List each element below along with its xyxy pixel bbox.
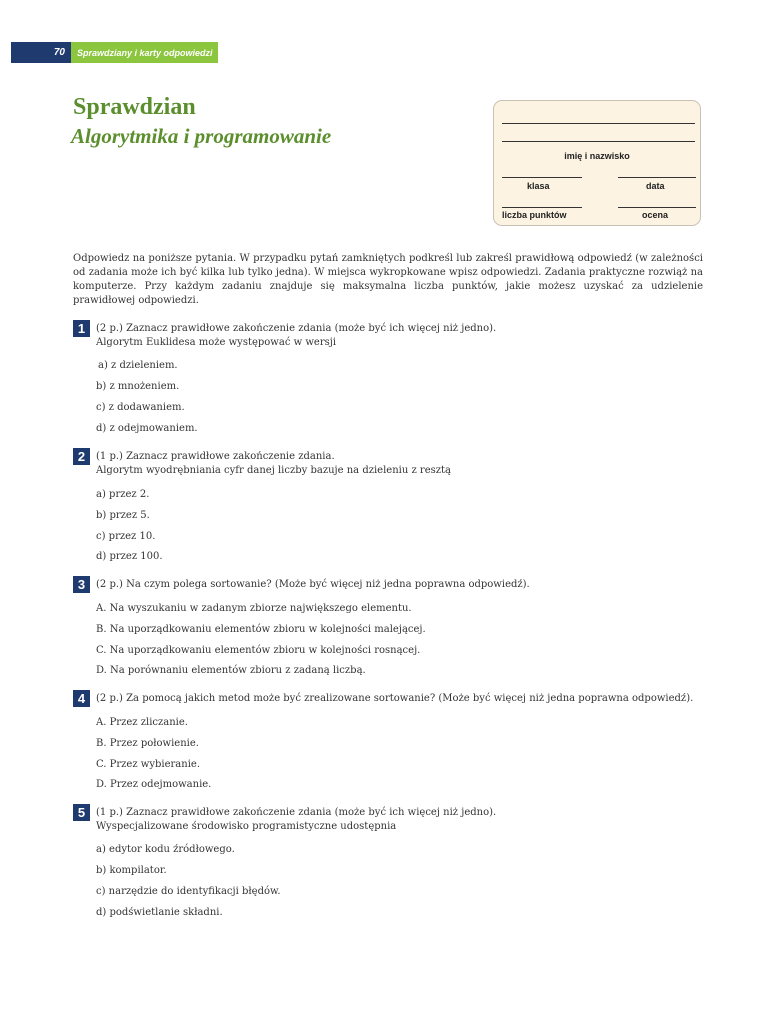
student-info-box	[493, 100, 701, 226]
grade-line[interactable]	[618, 207, 696, 208]
option[interactable]: D. Przez odejmowanie.	[96, 779, 212, 790]
question-text	[96, 806, 496, 834]
option[interactable]: A. Na wyszukaniu w zadanym zbiorze największego elementu.	[96, 603, 412, 614]
class-label: klasa	[527, 181, 550, 191]
question-instruction: (1 p.) Zaznacz prawidłowe zakończenie zdania (może być ich więcej niż jedno).	[96, 807, 497, 818]
class-line[interactable]	[502, 177, 582, 178]
option[interactable]: B. Na uporządkowaniu elementów zbioru w kolejności malejącej.	[96, 624, 426, 635]
page-header	[11, 42, 218, 63]
option[interactable]: c) z dodawaniem.	[96, 402, 185, 413]
question-stem: Wyspecjalizowane środowisko programistyczne udostępnia	[96, 821, 397, 832]
question-text	[96, 692, 693, 706]
option[interactable]: A. Przez zliczanie.	[96, 717, 188, 728]
question-number: 5	[73, 804, 90, 821]
question-text	[96, 322, 496, 350]
option[interactable]: D. Na porównaniu elementów zbioru z zadaną liczbą.	[96, 665, 366, 676]
question-number: 1	[73, 320, 90, 337]
name-line-2[interactable]	[502, 141, 695, 142]
grade-label: ocena	[642, 210, 669, 220]
page-title: Sprawdzian	[73, 94, 196, 120]
section-title: Sprawdziany i karty odpowiedzi	[71, 42, 218, 63]
option[interactable]: a) edytor kodu źródłowego.	[96, 844, 235, 855]
option[interactable]: c) narzędzie do identyfikacji błędów.	[96, 886, 281, 897]
question-text	[96, 578, 530, 592]
question-number: 4	[73, 690, 90, 707]
question-stem: Algorytm wyodrębniania cyfr danej liczby bazuje na dzieleniu z resztą	[96, 465, 452, 476]
points-label: liczba punktów	[502, 210, 567, 220]
name-label: imię i nazwisko	[564, 151, 630, 161]
name-line-1[interactable]	[502, 123, 695, 124]
option[interactable]: b) przez 5.	[96, 510, 150, 521]
option[interactable]: d) z odejmowaniem.	[96, 423, 198, 434]
option[interactable]: a) przez 2.	[96, 489, 150, 500]
option[interactable]: b) kompilator.	[96, 865, 167, 876]
date-line[interactable]	[618, 177, 696, 178]
option[interactable]: B. Przez połowienie.	[96, 738, 199, 749]
question-number: 2	[73, 448, 90, 465]
option[interactable]: b) z mnożeniem.	[96, 381, 180, 392]
question-instruction: (2 p.) Za pomocą jakich metod może być zrealizowane sortowanie? (Może być więcej niż jedna poprawna odpowiedź).	[96, 693, 694, 704]
option[interactable]: C. Na uporządkowaniu elementów zbioru w kolejności rosnącej.	[96, 645, 421, 656]
option[interactable]: a) z dzieleniem.	[98, 360, 178, 371]
date-label: data	[646, 181, 665, 191]
option[interactable]: d) przez 100.	[96, 551, 163, 562]
question-number: 3	[73, 576, 90, 593]
question-instruction: (1 p.) Zaznacz prawidłowe zakończenie zdania.	[96, 451, 335, 462]
option[interactable]: c) przez 10.	[96, 531, 156, 542]
points-line[interactable]	[502, 207, 582, 208]
page-number: 70	[11, 42, 71, 63]
question-stem: Algorytm Euklidesa może występować w wersji	[96, 337, 337, 348]
option[interactable]: C. Przez wybieranie.	[96, 759, 200, 770]
question-text	[96, 450, 451, 478]
option[interactable]: d) podświetlanie składni.	[96, 907, 223, 918]
question-instruction: (2 p.) Zaznacz prawidłowe zakończenie zdania (może być ich więcej niż jedno).	[96, 323, 497, 334]
instructions: Odpowiedz na poniższe pytania. W przypadku pytań zamkniętych podkreśl lub zakreśl prawidłową odpowiedź (w zależności od zadania może ich być kilka lub tylko jedna). W miejsca wykropkowane wpisz odpowiedzi. Zadania praktyczne rozwiąż na komputerze. Przy każdym zadaniu znajduje się maksymalna liczba punktów, jakie możesz uzyskać za udzielenie prawidłowej odpowiedzi.	[73, 253, 703, 306]
page-subtitle: Algorytmika i programowanie	[71, 124, 332, 148]
question-instruction: (2 p.) Na czym polega sortowanie? (Może być więcej niż jedna poprawna odpowiedź).	[96, 579, 530, 590]
